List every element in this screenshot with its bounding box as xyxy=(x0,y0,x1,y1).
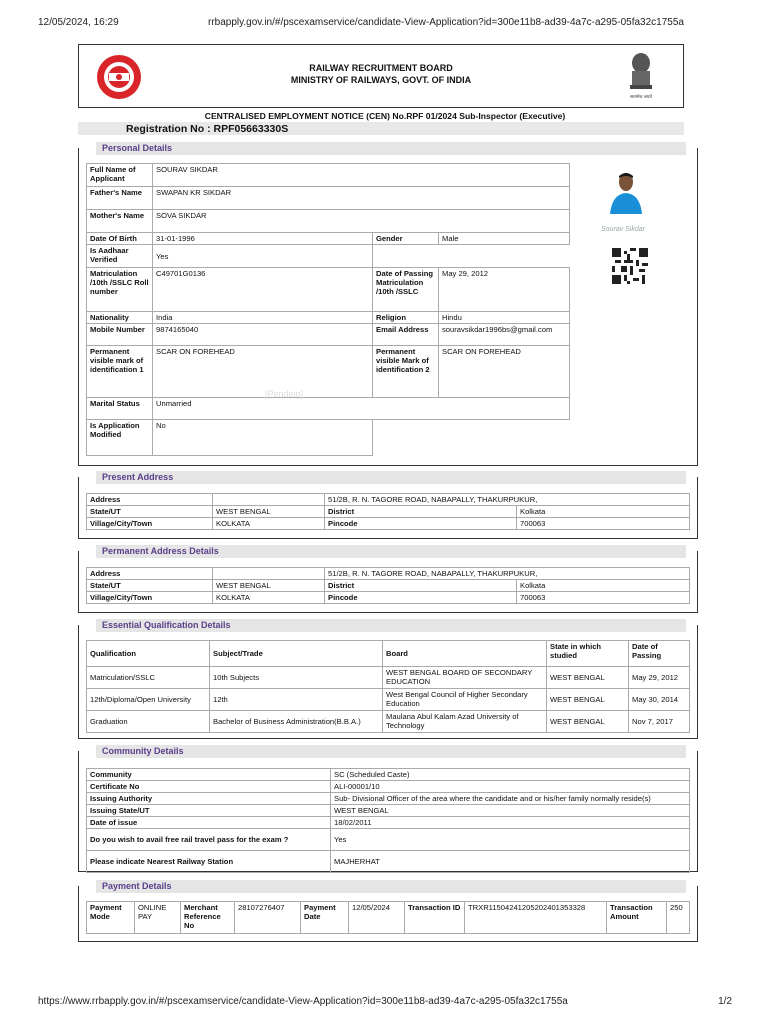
field-label: Date of issue xyxy=(87,817,331,829)
field-label: Matriculation /10th /SSLC Roll number xyxy=(87,268,153,312)
field-value: India xyxy=(153,312,373,324)
field-value: Yes xyxy=(331,829,690,851)
payment-table xyxy=(86,901,690,934)
table-cell: WEST BENGAL xyxy=(547,667,629,689)
print-footer xyxy=(38,996,732,1007)
field-value: SCAR ON FOREHEAD xyxy=(153,346,373,398)
field-value: C49701G0136 xyxy=(153,268,373,312)
qualification-table xyxy=(86,640,690,733)
field-value: WEST BENGAL xyxy=(331,805,690,817)
field-label: Address xyxy=(87,494,213,506)
field-label: District xyxy=(325,506,517,518)
field-value: Yes xyxy=(153,245,373,268)
field-label: Email Address xyxy=(373,324,439,346)
field-label: Mobile Number xyxy=(87,324,153,346)
section-title: Payment Details xyxy=(96,880,686,893)
field-value: 28107276407 xyxy=(235,902,301,934)
field-value: 31-01-1996 xyxy=(153,233,373,245)
field-value: 700063 xyxy=(517,592,690,604)
field-value: TRXR1150424120520240135332​8 xyxy=(465,902,607,934)
field-value: souravsikdar1996bs@gmail.com xyxy=(439,324,570,346)
field-label: Father's Name xyxy=(87,187,153,210)
field-value: 12/05/2024 xyxy=(349,902,405,934)
applicant-photo xyxy=(608,168,644,214)
field-value: Kolkata xyxy=(517,506,690,518)
field-value: May 29, 2012 xyxy=(439,268,570,312)
section-title: Personal Details xyxy=(96,142,686,155)
field-label: Payment Date xyxy=(301,902,349,934)
present-address-table xyxy=(86,493,690,530)
field-value: 9874165040 xyxy=(153,324,373,346)
table-row xyxy=(87,711,690,733)
table-cell: 12th xyxy=(210,689,383,711)
field-label: Is Application Modified xyxy=(87,420,153,456)
field-value: ONLINE PAY xyxy=(135,902,181,934)
qualification-header: Qualification xyxy=(87,641,210,667)
table-cell: WEST BENGAL xyxy=(547,711,629,733)
date-header: Date of Passing xyxy=(629,641,690,667)
field-label: Pincode xyxy=(325,518,517,530)
registration-number: Registration No : RPF05663330S xyxy=(126,123,289,135)
field-value: 250 xyxy=(667,902,690,934)
field-label: Address xyxy=(87,568,213,580)
field-label: Community xyxy=(87,769,331,781)
community-table xyxy=(86,768,690,873)
field-label: Merchant Reference No xyxy=(181,902,235,934)
table-cell: Maulana Abul Kalam Azad University of Technology xyxy=(383,711,547,733)
table-cell: Bachelor of Business Administration(B.B.A.) xyxy=(210,711,383,733)
field-label: Please indicate Nearest Railway Station xyxy=(87,851,331,873)
org-name: RAILWAY RECRUITMENT BOARD xyxy=(309,63,453,73)
field-label: Transaction ID xyxy=(405,902,465,934)
national-emblem-icon xyxy=(627,51,655,101)
field-label: District xyxy=(325,580,517,592)
board-header: Board xyxy=(383,641,547,667)
field-label: Is Aadhaar Verified xyxy=(87,245,153,268)
field-label: Payment Mode xyxy=(87,902,135,934)
table-cell: Matriculation/SSLC xyxy=(87,667,210,689)
qr-code xyxy=(612,248,648,284)
table-cell: May 29, 2012 xyxy=(629,667,690,689)
field-value: 51/2B, R. N. TAGORE ROAD, NABAPALLY, THAKURPUKUR, xyxy=(325,568,690,580)
table-cell: WEST BENGAL BOARD OF SECONDARY EDUCATION xyxy=(383,667,547,689)
field-label: Full Name of Applicant xyxy=(87,164,153,187)
print-url: rrbapply.gov.in/#/pscexamservice/candidate-View-Application?id=300e11b8-ad39-4a7c-a295-05fa32c1755a xyxy=(208,17,684,28)
state-header: State in which studied xyxy=(547,641,629,667)
field-label: Transaction Amount xyxy=(607,902,667,934)
field-value: SCAR ON FOREHEAD xyxy=(439,346,570,398)
field-value: SOURAV SIKDAR xyxy=(153,164,570,187)
field-label: Date of Passing Matriculation /10th /SSLC xyxy=(373,268,439,312)
field-value: Unmarried xyxy=(153,398,570,420)
subject-header: Subject/Trade xyxy=(210,641,383,667)
field-value: ALI-00001/10 xyxy=(331,781,690,793)
field-value: 700063 xyxy=(517,518,690,530)
section-title: Permanent Address Details xyxy=(96,545,686,558)
field-value: Kolkata xyxy=(517,580,690,592)
print-footer-url[interactable]: https://www.rrbapply.gov.in/#/pscexamservice/candidate-View-Application?id=300e11b8-ad39-4a7c-a295-05fa32c1755a xyxy=(38,996,568,1007)
table-cell: West Bengal Council of Higher Secondary Education xyxy=(383,689,547,711)
field-value: WEST BENGAL xyxy=(213,506,325,518)
field-value: Male xyxy=(439,233,570,245)
field-label: Date Of Birth xyxy=(87,233,153,245)
field-value: WEST BENGAL xyxy=(213,580,325,592)
field-label: Religion xyxy=(373,312,439,324)
field-label: Pincode xyxy=(325,592,517,604)
field-label: Village/City/Town xyxy=(87,518,213,530)
personal-table xyxy=(86,163,570,456)
header-box xyxy=(78,44,684,108)
section-title: Community Details xyxy=(96,745,686,758)
field-value: Sub- Divisional Officer of the area where the candidate and or his/her family normally reside(s) xyxy=(331,793,690,805)
page-number: 1/2 xyxy=(718,996,732,1007)
field-label: Marital Status xyxy=(87,398,153,420)
field-label: Do you wish to avail free rail travel pass for the exam ? xyxy=(87,829,331,851)
field-label: Issuing Authority xyxy=(87,793,331,805)
field-value: MAJHERHAT xyxy=(331,851,690,873)
table-cell: Nov 7, 2017 xyxy=(629,711,690,733)
field-value: No xyxy=(153,420,373,456)
section-title: Present Address xyxy=(96,471,686,484)
field-label: Mother's Name xyxy=(87,210,153,233)
table-cell: 12th/Diploma/Open University xyxy=(87,689,210,711)
watermark: [Pending] xyxy=(265,389,304,399)
field-label: Issuing State/UT xyxy=(87,805,331,817)
field-label: Permanent visible mark of identification 1 xyxy=(87,346,153,398)
table-cell: WEST BENGAL xyxy=(547,689,629,711)
field-value: SOVA SIKDAR xyxy=(153,210,570,233)
field-value: SWAPAN KR SIKDAR xyxy=(153,187,570,210)
section-title: Essential Qualification Details xyxy=(96,619,686,632)
field-value: Hindu xyxy=(439,312,570,324)
field-label: Village/City/Town xyxy=(87,592,213,604)
field-label: State/UT xyxy=(87,506,213,518)
field-value: SC (Scheduled Caste) xyxy=(331,769,690,781)
org-ministry: MINISTRY OF RAILWAYS, GOVT. OF INDIA xyxy=(290,75,472,85)
print-datetime: 12/05/2024, 16:29 xyxy=(38,17,119,28)
field-label: Gender xyxy=(373,233,439,245)
field-value: KOLKATA xyxy=(213,518,325,530)
field-label: Nationality xyxy=(87,312,153,324)
cen-title: CENTRALISED EMPLOYMENT NOTICE (CEN) No.RPF 01/2024 Sub-Inspector (Executive) xyxy=(204,111,566,121)
applicant-signature: Sourav Sikdar xyxy=(601,226,645,233)
table-cell: Graduation xyxy=(87,711,210,733)
field-label: Certificate No xyxy=(87,781,331,793)
field-label: State/UT xyxy=(87,580,213,592)
field-value: 18/02/2011 xyxy=(331,817,690,829)
field-value: KOLKATA xyxy=(213,592,325,604)
field-value: 51/2B, R. N. TAGORE ROAD, NABAPALLY, THAKURPUKUR, xyxy=(325,494,690,506)
emblem-motto: सत्यमेव जयते xyxy=(629,95,653,100)
table-cell: 10th Subjects xyxy=(210,667,383,689)
field-label: Permanent visible Mark of identification 2 xyxy=(373,346,439,398)
permanent-address-table xyxy=(86,567,690,604)
table-row xyxy=(87,667,690,689)
table-cell: May 30, 2014 xyxy=(629,689,690,711)
table-row xyxy=(87,689,690,711)
